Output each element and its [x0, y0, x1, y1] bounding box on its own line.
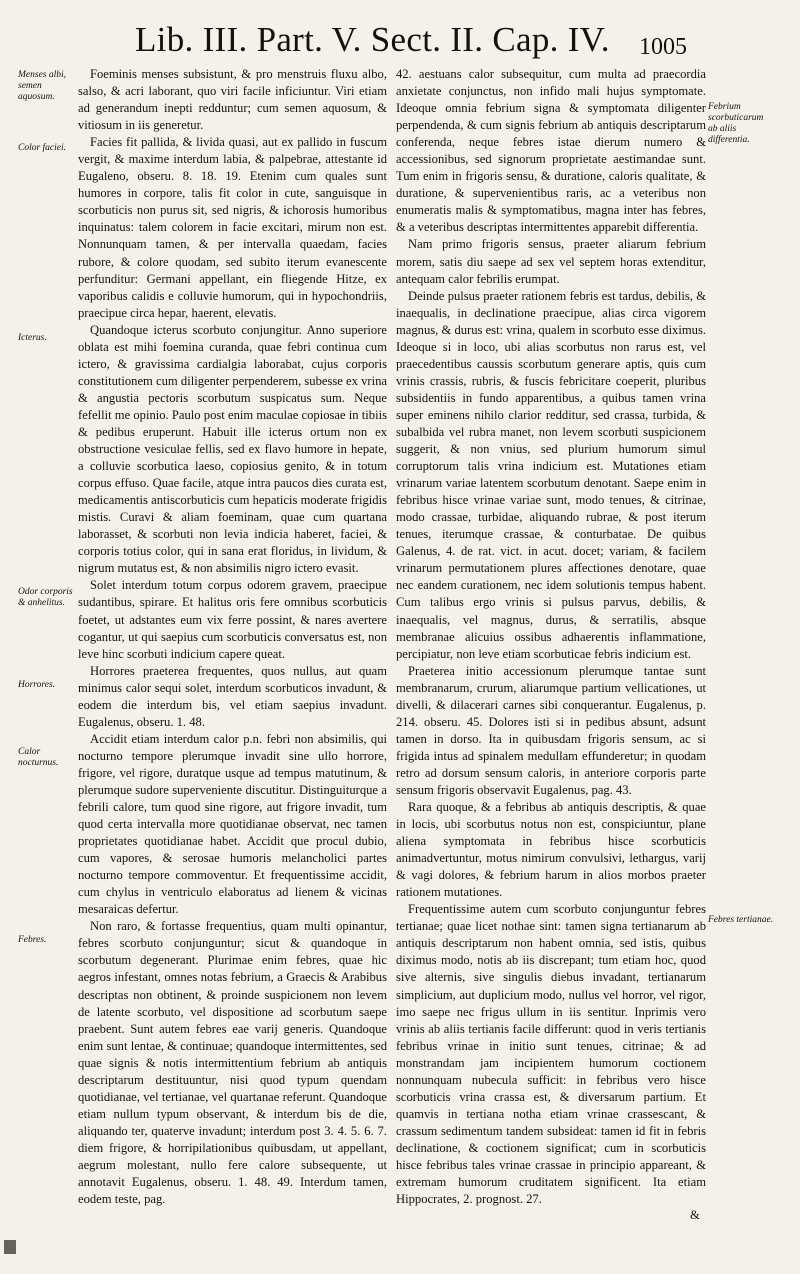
paragraph: 42. aestuans calor subsequitur, cum multa ad praecordia anxietate conjunctus, non infido mali hujus symptomate. Ideoque omnia febrium signa & symptomata diligenter perpendenda, & cum signis febrium ab antiquis descriptarum conferenda, neque febres istae dierum numero & accessionibus, sed signorum proprietate aestimandae sunt. Tum enim in frigoris sensu, & duratione, caloris qualitate, & duratione, & supervenientibus raris, ac a veteribus non enumeratis malis & symptomatibus, magna inter has febres, & a veteribus descriptas intermittentes apparebit differentia. — [396, 67, 706, 235]
paragraph: Deinde pulsus praeter rationem febris est tardus, debilis, & inaequalis, in declinatione praecipue, alias circa vigorem magnus, & durus est: vrina, qualem in scorbuto esse diximus. Ideoque si in loco, ubi alias scorbutus non rarus est, vel praecedentibus caussis scorbutum generare aptis, quis cum vrinis crassis, rubris, & fuscis febricitare coeperit, pluribus subsidentiis in fundo apparentibus, a quibus tamen vrina super eminens nihilo clarior redditur, sed crassa, turbida, & subalbida vel rubra manet, non levem scorbuti suspicionem suggerit, & non vnius, sed plurium humorum simul corruptorum talis vrina indicium est. Mutationes etiam vrinarum variae latentem scorbutum denotant. Saepe enim in febribus hisce vrinae variae sunt, modo tenues, & citrinae, modo crassae, turbidae, aliquando rubrae, & post iterum tenues, iterumque crassae, & conturbatae. De quibus Galenus, 4. de rat. vict. in acut. docet; variam, & facilem vrinarum permutationem plures affectiones denotare, quae nec eandem curationem, nec idem solutionis tempus habent. Cum talibus ergo vrinis si pulsus parvus, debilis, & inaequalis, vel magnus, durus, & serratilis, absque membranae alicuius ossibus adhaerentis inflammatione, percipiatur, non leve etiam scorbuticae febris indicium est. — [396, 288, 706, 661]
margin-note-febrium-differentia: Febrium scorbuticarum ab aliis differentia. — [708, 102, 764, 145]
margin-note-febres-tertianae: Febres tertianae. — [708, 915, 774, 925]
paragraph: Solet interdum totum corpus odorem gravem, praecipue sudantibus, spirare. Et halitus oris fere omnibus scorbuticis foetet, ut adstantes eum vix ferre possint, & nares avertere cogantur, ut qui saepius cum scorbuticis conversatus est, non leve hinc scorbuti indicium capere queat. — [78, 578, 387, 661]
catchword: & — [690, 1208, 700, 1222]
margin-note-menses: Menses albi, semen aquosum. — [18, 70, 67, 102]
page-number: 1005 — [639, 34, 687, 60]
left-column — [78, 66, 387, 1208]
margin-note-odor: Odor corporis & anhelitus. — [18, 587, 73, 608]
page-header — [0, 14, 800, 74]
margin-note-color: Color faciei. — [18, 143, 67, 153]
paragraph: Quandoque icterus scorbuto conjungitur. Anno superiore oblata est mihi foemina curanda, quae febri continua cum ictero, & gravissima cardialgia laborabat, cujus corporis constitutionem cum diligenter perpenderem, subesse ex vrina & angustia pectoris scorbutum suspicatus sum. Neque fefellit me opinio. Paulo post enim maculae copiosae in tibiis & pedibus eruperunt. Habuit ille icterus ortum non ex obstructione vesiculae fellis, sed ex flavo humore in hepate, a colluvie scorbutica laeso, copiosius genito, & in totum corpus effuso. Quae facile, atque intra paucos dies curata est, medicamentis antiscorbuticis cum hepaticis moderate frigidis mistis. Curavi & aliam foeminam, quae cum quartana laborasset, & scorbuti non levia indicia haberet, faciei, & corporis totius color, qui in sana erat floridus, in lividum, & nigrum mutatus est, & non absimilis nigro ictero evasit. — [78, 322, 387, 576]
margin-note-febres: Febres. — [18, 935, 47, 945]
paragraph: Non raro, & fortasse frequentius, quam multi opinantur, febres scorbuto conjunguntur; sicut & quandoque in scorbutum degenerant. Plurimae enim febres, quae hic aegros infestant, omnes notas febrium, a Graecis & Arabibus descriptas non obtinent, & proinde suspicionem non levem de latente scorbuto, vel dispositione ad scorbutum saepe praebent. Sunt autem febres eae varij generis. Quandoque enim sunt lentae, & continuae; quandoque intermittentes, sed quae signis & notis intermittentium febrium ab antiquis descriptarum destituuntur, nisi quod typum quendam quotidianae, vel tertianae, vel quartanae referunt. Quandoque etiam nullum typum observant, & interdum bis de die, aliquando ter, quaterve invadunt; interdum post 3. 4. 5. 6. 7. diem frigore, & horripilationibus quibusdam, ut appellant, aegrum molestant, nullo fere calore subsequente, ut annotavit Eugalenus, obseru. 1. 48. 49. Interdum tamen, eodem teste, pag. — [78, 919, 387, 1207]
paragraph: Horrores praeterea frequentes, quos nullus, aut quam minimus calor sequi solet, interdum scorbuticos invadunt, & eodem die interdum bis, vel etiam saepius invadunt. Eugalenus, obseru. 1. 48. — [78, 663, 387, 729]
page-edge-mark — [4, 1240, 16, 1254]
margin-note-icterus: Icterus. — [18, 333, 47, 343]
paragraph: Praeterea initio accessionum plerumque tantae sunt membranarum, crurum, aliarumque partium vellicationes, ut divelli, & dilacerari carnes sibi conquerantur. Eugalenus, p. 214. obseru. 45. Dolores isti si in pedibus absunt, adsunt tamen in dorso. Ita in quibusdam frigoris sensum, ac si frigida intus ad spinalem medullam effunderetur; in quodam retro ad dorsum sensum caloris, in anteriore corporis parte sensum frigoris observavit Eugalenus, pag. 43. — [396, 663, 706, 797]
paragraph: Facies fit pallida, & livida quasi, aut ex pallido in fuscum vergit, & maxime interdum labia, & palpebrae, attestante id Eugaleno, obseru. 8. 18. 19. Etenim cum quales sunt humores in corpore, talis fit color in cute, sanguisque in scorbuticis non purus sit, sed nigris, & ichorosis humoribus inquinatus: talem colorem in facie excitari, mirum non est. Nonnunquam tamen, & per intervalla quaedam, facies rubore, & colore quodam, sed subito iterum evanescente perfunditur: Germani appellant, ein fliegende Hitze, ex vaporibus calidis e colluvie humorum, qui in hypochondriis, praecipue circa hepar, haerent, elevatis. — [78, 135, 387, 320]
running-title: Lib. III. Part. V. Sect. II. Cap. IV. — [135, 20, 610, 59]
paragraph: Frequentissime autem cum scorbuto conjunguntur febres tertianae; quae licet nothae sint: tamen signa tertianarum ab antiquis descriptarum non habent omnia, sed istis, quibus diximus modo, notis ab iis discrepant; tum etiam hoc, quod sive alternis, sive singulis diebus invadant, tertianarum simplicium, aut duplicium modo, nullus vel horror, vel rigor, imo saepe nec frigus ullum in iis sentitur. Inprimis vero vrinis ab aliis tertianis facile differunt: quod in veris tertianis febribus vrinae in initio sunt tenues, citrinae; & ad monstrandam jam incipientem humorum coctionem nonnunquam nubecula sufficit: in febribus vero hisce scorbuticis vrina crassa est, & diversarum partium. Et quamvis in tertiana notha etiam vrinae crassescant, & crassum sedimentum tandem subsideat: tamen id fit in febris declinatione, & coctionem significat; cum in scorbuticis hisce febribus tales vrinae crassae in principio appareant, & extremam humorum cruditatem significent. Ita etiam Hippocrates, 2. prognost. 27. — [396, 902, 706, 1207]
paragraph: Rara quoque, & a febribus ab antiquis descriptis, & quae in locis, ubi scorbutus notus non est, conspiciuntur, plane aliena symptomata in febribus hisce scorbuticis animadvertuntur, motus nimirum convulsivi, lethargus, varij & vagi dolores, & febrium harum in alios morbos praeter rationem mutationes. — [396, 800, 706, 900]
paragraph: Accidit etiam interdum calor p.n. febri non absimilis, qui nocturno tempore plerumque invadit sine ullo horrore, frigore, vel rigore, duratque usque ad tempus matutinum, & plerumque sudore superveniente discutitur. Distinguiturque a febrili calore, tum quod sine rigore, aut frigore invadit, tum quod certa intervalla more quotidianae observat, nec tamen proprietates quotidianae habet. Accidit que procul dubio, cum vapores, & serosae humoris melancholici partes nocturno tempore commoventur. Et frequentissime accidit, cum chylus in ventriculo elaboratus ad lienem & vicinas mesaraicas defertur. — [78, 731, 387, 917]
right-column — [396, 66, 706, 1208]
paragraph: Foeminis menses subsistunt, & pro menstruis fluxu albo, salso, & acri laborant, quo viri facile inficiuntur. Viri etiam ad generandum inepti redduntur; cum semen aquosum, & vitiosum in iis generetur. — [78, 67, 387, 133]
paragraph: Nam primo frigoris sensus, praeter aliarum febrium morem, satis diu saepe ad sex vel septem horas extenditur, antequam calor febrilis erumpat. — [396, 237, 706, 286]
margin-note-calor: Calor nocturnus. — [18, 747, 59, 768]
margin-note-horrores: Horrores. — [18, 680, 56, 690]
